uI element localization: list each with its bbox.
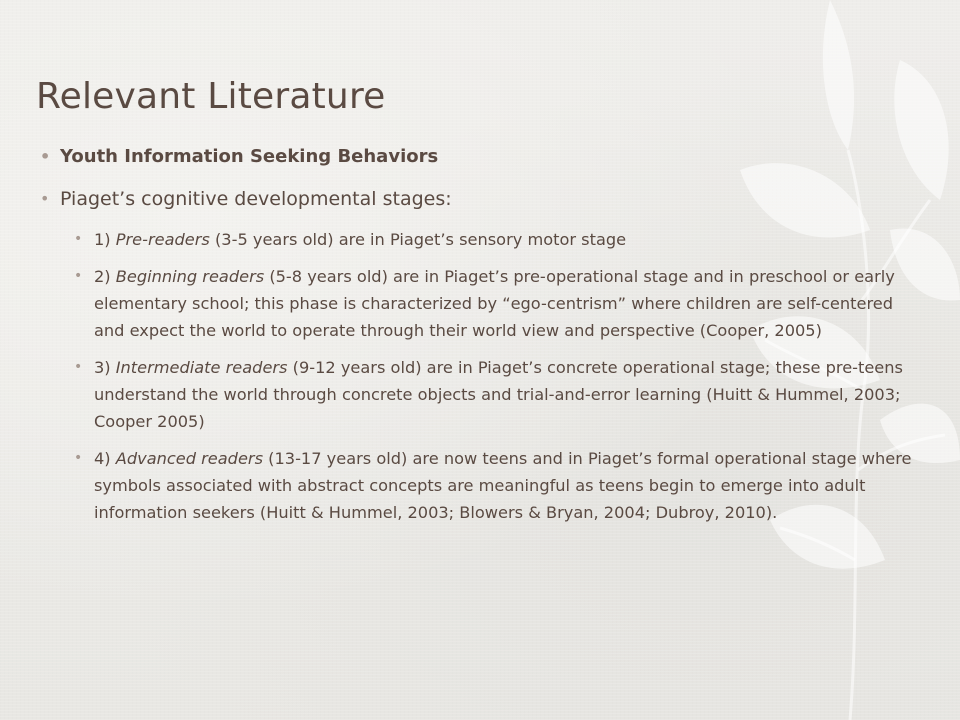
stage-term: Pre-readers xyxy=(115,230,210,249)
bullet-piaget-stages xyxy=(40,184,920,214)
stage-number: 1) xyxy=(94,230,116,249)
bullet-dot-icon: • xyxy=(40,147,51,166)
stage-number: 3) xyxy=(94,358,116,377)
sub-bullet-intermediate-readers xyxy=(60,354,920,435)
sub-bullet-list xyxy=(40,226,920,526)
sub-bullet-pre-readers xyxy=(60,226,920,253)
slide-title: Relevant Literature xyxy=(36,76,386,117)
bullet-dot-icon: • xyxy=(74,231,83,247)
stage-number: 2) xyxy=(94,267,116,286)
bullet-list xyxy=(40,142,920,536)
stage-description: (9-12 years old) are in Piaget’s concrete operational stage; these pre-teens understand the world through concrete objects and trial-and-error learning (Huitt & Hummel, 2003; Cooper 2005) xyxy=(94,358,903,431)
bullet-dot-icon: • xyxy=(74,359,83,375)
bullet-dot-icon: • xyxy=(40,189,50,208)
sub-bullet-advanced-readers xyxy=(60,445,920,526)
bullet-dot-icon: • xyxy=(74,268,83,284)
stage-description: (3-5 years old) are in Piaget’s sensory motor stage xyxy=(209,230,627,249)
stage-description: (5-8 years old) are in Piaget’s pre-operational stage and in preschool or early elementary school; this phase is characterized by “ego-centrism” where children are self-centered and expect the world to operate through their world view and perspective (Cooper, 2005) xyxy=(94,267,895,340)
stage-number: 4) xyxy=(94,449,116,468)
bullet-text: Piaget’s cognitive developmental stages: xyxy=(60,188,452,210)
stage-term: Beginning readers xyxy=(115,267,265,286)
stage-term: Intermediate readers xyxy=(115,358,288,377)
sub-bullet-beginning-readers xyxy=(60,263,920,344)
bullet-dot-icon: • xyxy=(74,450,83,466)
bullet-youth-information-seeking xyxy=(40,142,920,172)
bullet-text: Youth Information Seeking Behaviors xyxy=(60,146,439,167)
stage-term: Advanced readers xyxy=(115,449,264,468)
stage-description: (13-17 years old) are now teens and in Piaget’s formal operational stage where symbols associated with abstract concepts are meaningful as teens begin to emerge into adult information seekers (Huitt & Hummel, 2003; Blowers & Bryan, 2004; Dubroy, 2010). xyxy=(94,449,912,522)
